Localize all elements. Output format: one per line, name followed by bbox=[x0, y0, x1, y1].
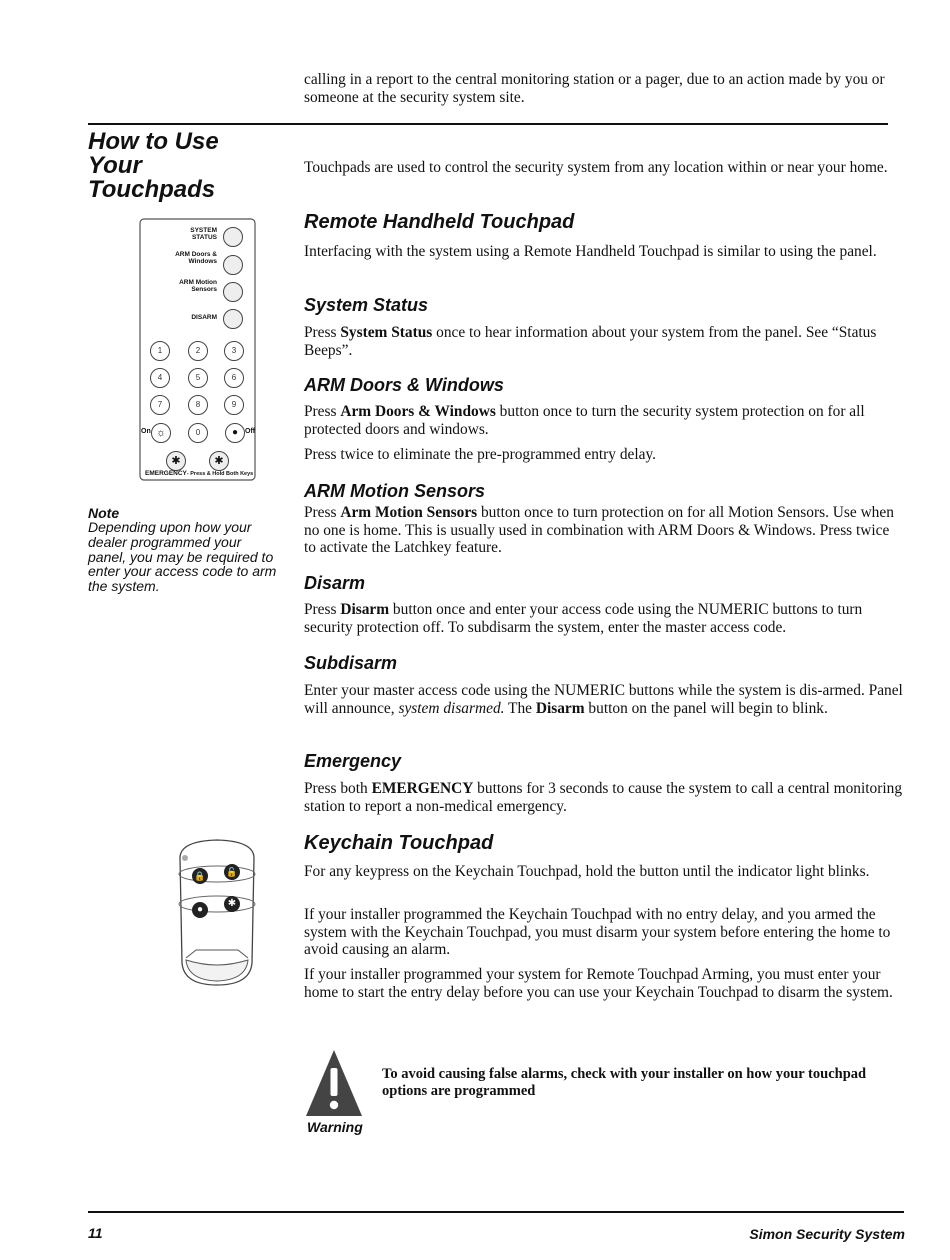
section-title: How to Use Your Touchpads bbox=[88, 128, 219, 203]
keypad-key-3: 3 bbox=[224, 341, 244, 361]
system-status-heading: System Status bbox=[304, 295, 429, 315]
intro-paragraph: calling in a report to the central monitoring station or a pager, due to an action made by you or someone at the security system site. bbox=[304, 71, 885, 106]
keypad-key-6: 6 bbox=[224, 368, 244, 388]
emergency-label: EMERGENCY bbox=[145, 470, 187, 477]
disarm-label: DISARM bbox=[191, 314, 217, 321]
remote-body: Interfacing with the system using a Remote Handheld Touchpad is similar to using the panel. bbox=[304, 243, 877, 260]
keypad-key-5: 5 bbox=[188, 368, 208, 388]
subdisarm-body: Enter your master access code using the NUMERIC buttons while the system is dis-armed. Panel will announce, system disarmed. The Disarm button on the panel will begin to blink. bbox=[304, 682, 903, 717]
warning-text: To avoid causing false alarms, check with your installer on how your touchpad options are programmed bbox=[382, 1066, 867, 1099]
emergency-body: Press both EMERGENCY buttons for 3 seconds to cause the system to call a central monitoring station to report a non-medical emergency. bbox=[304, 780, 903, 815]
keychain-body-1: For any keypress on the Keychain Touchpad, hold the button until the indicator light blinks. bbox=[304, 863, 870, 880]
light-off-icon: ● bbox=[225, 423, 245, 443]
keypad-key-8: 8 bbox=[188, 395, 208, 415]
warning-icon bbox=[304, 1048, 364, 1118]
keypad-key-9: 9 bbox=[224, 395, 244, 415]
note-heading: Note bbox=[88, 505, 120, 521]
keypad-key-1: 1 bbox=[150, 341, 170, 361]
lock-icon: 🔒 bbox=[192, 868, 208, 884]
keypad-key-4: 4 bbox=[150, 368, 170, 388]
arm-doors-body: Press Arm Doors & Windows button once to turn the security system protection on for all protected doors and windows. bbox=[304, 403, 865, 438]
emergency-right-icon: ✱ bbox=[209, 451, 229, 471]
footer-divider bbox=[88, 1211, 904, 1213]
light-on-icon: ☼ bbox=[151, 423, 171, 443]
emergency-left-icon: ✱ bbox=[166, 451, 186, 471]
footer-product-name: Simon Security System bbox=[749, 1226, 905, 1242]
keychain-body-2: If your installer programmed the Keychain Touchpad with no entry delay, and you armed the system with the Keychain Touchpad, you must disarm your system before entering the home to avoid causing an alarm. bbox=[304, 906, 891, 958]
keychain-illustration bbox=[172, 838, 262, 988]
subdisarm-heading: Subdisarm bbox=[304, 653, 398, 673]
emergency-heading: Emergency bbox=[304, 751, 402, 771]
keypad-key-2: 2 bbox=[188, 341, 208, 361]
page-number: 11 bbox=[88, 1225, 103, 1241]
system-status-label: SYSTEM STATUS bbox=[190, 227, 217, 241]
emergency-star-icon: ✱ bbox=[224, 896, 240, 912]
on-label: On bbox=[141, 428, 151, 435]
arm-doors-body-2: Press twice to eliminate the pre-programmed entry delay. bbox=[304, 446, 657, 463]
emergency-caption bbox=[145, 470, 255, 477]
system-status-body: Press System Status once to hear information about your system from the panel. See “Status Beeps”. bbox=[304, 324, 877, 359]
disarm-body: Press Disarm button once and enter your access code using the NUMERIC buttons to turn security protection off. To subdisarm the system, enter the master access code. bbox=[304, 601, 863, 636]
section-intro: Touchpads are used to control the security system from any location within or near your home. bbox=[304, 159, 888, 176]
keychain-heading: Keychain Touchpad bbox=[304, 832, 494, 854]
arm-motion-heading: ARM Motion Sensors bbox=[304, 481, 486, 501]
keychain-outline bbox=[172, 838, 262, 988]
emergency-hint: - Press & Hold Both Keys bbox=[186, 471, 254, 477]
arm-doors-heading: ARM Doors & Windows bbox=[304, 375, 504, 395]
remote-touchpad-illustration bbox=[139, 218, 256, 481]
section-divider bbox=[88, 123, 888, 125]
keypad-key-0: 0 bbox=[188, 423, 208, 443]
light-icon: ● bbox=[192, 902, 208, 918]
disarm-heading: Disarm bbox=[304, 573, 366, 593]
note-body: Depending upon how your dealer programmed your panel, you may be required to enter your access code to arm the system. bbox=[88, 519, 277, 595]
arm-motion-body: Press Arm Motion Sensors button once to turn protection on for all Motion Sensors. Use when no one is home. This is usually used in combination with ARM Doors & Windows. Press twice to activate the Latchkey feature. bbox=[304, 504, 894, 556]
off-label: Off bbox=[245, 428, 256, 435]
keypad-key-7: 7 bbox=[150, 395, 170, 415]
warning-label: Warning bbox=[307, 1119, 363, 1135]
arm-motion-label: ARM Motion Sensors bbox=[179, 279, 217, 293]
remote-heading: Remote Handheld Touchpad bbox=[304, 211, 575, 233]
keychain-body-3: If your installer programmed your system for Remote Touchpad Arming, you must enter your home to start the entry delay before you can use your Keychain Touchpad to disarm the system. bbox=[304, 966, 893, 1001]
arm-doors-label: ARM Doors & Windows bbox=[175, 251, 217, 265]
unlock-icon: 🔓 bbox=[224, 864, 240, 880]
